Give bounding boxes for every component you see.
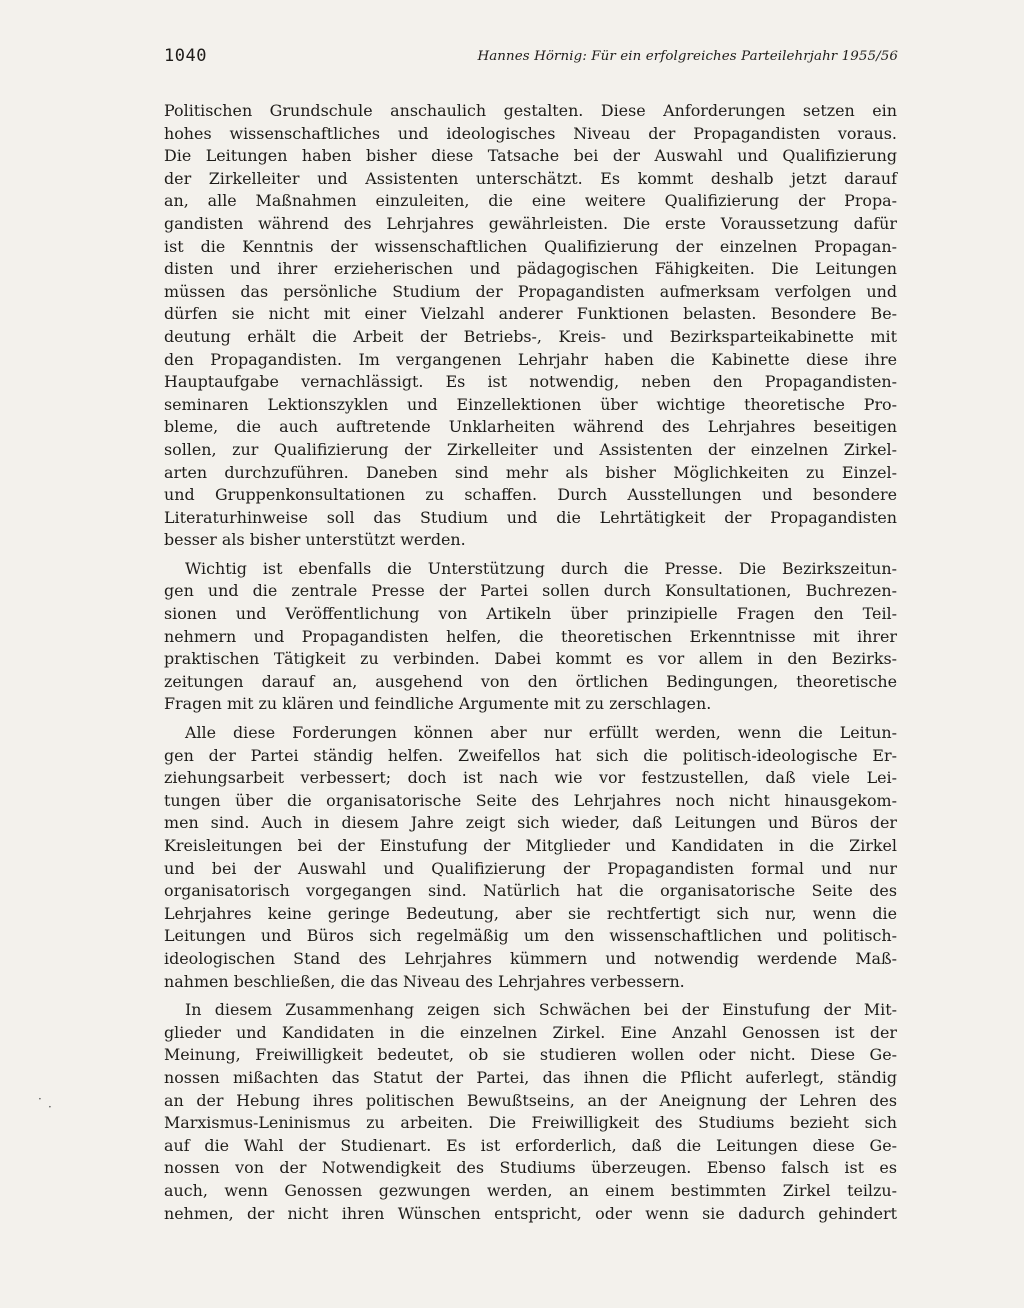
text-line: seminaren Lektionszyklen und Einzellektionen über wichtige theoretische Pro- bbox=[164, 394, 897, 414]
text-line: gen der Partei ständig helfen. Zweifellos hat sich die politisch-ideologische Er- bbox=[164, 745, 897, 765]
text-line: Meinung, Freiwilligkeit bedeutet, ob sie studieren wollen oder nicht. Diese Ge- bbox=[164, 1045, 897, 1065]
text-line: gen und die zentrale Presse der Partei sollen durch Konsultationen, Buchrezen- bbox=[164, 581, 897, 601]
text-line: den Propagandisten. Im vergangenen Lehrjahr haben die Kabinette diese ihre bbox=[164, 349, 897, 369]
margin-speck: · bbox=[48, 1100, 52, 1114]
text-line: ideologischen Stand des Lehrjahres kümmern und notwendig werdende Maß- bbox=[164, 948, 897, 968]
paragraph bbox=[164, 722, 897, 993]
text-line: und bei der Auswahl und Qualifizierung der Propagandisten formal und nur bbox=[164, 858, 897, 878]
text-line: men sind. Auch in diesem Jahre zeigt sich wieder, daß Leitungen und Büros der bbox=[164, 813, 897, 833]
text-line: Leitungen und Büros sich regelmäßig um den wissenschaftlichen und politisch- bbox=[164, 926, 897, 946]
text-line: nossen mißachten das Statut der Partei, das ihnen die Pflicht auferlegt, ständig bbox=[164, 1067, 897, 1087]
running-head: Hannes Hörnig: Für ein erfolgreiches Parteilehrjahr 1955/56 bbox=[477, 49, 898, 64]
text-line: gandisten während des Lehrjahres gewährleisten. Die erste Voraussetzung dafür bbox=[164, 213, 897, 233]
text-line: Literaturhinweise soll das Studium und die Lehrtätigkeit der Propagandisten bbox=[164, 507, 897, 527]
text-line: Fragen mit zu klären und feindliche Argumente mit zu zerschlagen. bbox=[164, 694, 712, 714]
text-line: an der Hebung ihres politischen Bewußtseins, an der Aneignung der Lehren des bbox=[164, 1090, 897, 1110]
text-line: Die Leitungen haben bisher diese Tatsache bei der Auswahl und Qualifizierung bbox=[164, 146, 897, 166]
page-header bbox=[164, 46, 898, 74]
text-line: Alle diese Forderungen können aber nur erfüllt werden, wenn die Leitun- bbox=[185, 723, 897, 743]
text-line: an, alle Maßnahmen einzuleiten, die eine weitere Qualifizierung der Propa- bbox=[164, 191, 897, 211]
text-line: Marxismus-Leninismus zu arbeiten. Die Freiwilligkeit des Studiums bezieht sich bbox=[164, 1113, 897, 1133]
text-line: sionen und Veröffentlichung von Artikeln über prinzipielle Fragen den Teil- bbox=[164, 604, 897, 624]
text-line: Hauptaufgabe vernachlässigt. Es ist notwendig, neben den Propagandisten- bbox=[164, 372, 897, 392]
text-line: Kreisleitungen bei der Einstufung der Mitglieder und Kandidaten in die Zirkel bbox=[164, 836, 897, 855]
paragraph bbox=[164, 999, 897, 1225]
text-line: sollen, zur Qualifizierung der Zirkelleiter und Assistenten der einzelnen Zirkel- bbox=[164, 439, 897, 459]
paragraph bbox=[164, 100, 897, 552]
text-line: deutung erhält die Arbeit der Betriebs-, Kreis- und Bezirksparteikabinette mit bbox=[164, 326, 897, 346]
text-line: glieder und Kandidaten in die einzelnen Zirkel. Eine Anzahl Genossen ist der bbox=[164, 1022, 897, 1042]
text-line: nehmern und Propagandisten helfen, die theoretischen Erkenntnisse mit ihrer bbox=[164, 626, 897, 646]
text-line: Politischen Grundschule anschaulich gestalten. Diese Anforderungen setzen ein bbox=[164, 101, 897, 120]
text-line: ist die Kenntnis der wissenschaftlichen Qualifizierung der einzelnen Propagan- bbox=[164, 236, 897, 256]
text-line: organisatorisch vorgegangen sind. Natürlich hat die organisatorische Seite des bbox=[164, 881, 897, 901]
text-line: müssen das persönliche Studium der Propagandisten aufmerksam verfolgen und bbox=[164, 281, 897, 301]
text-line: auch, wenn Genossen gezwungen werden, an einem bestimmten Zirkel teilzu- bbox=[164, 1180, 897, 1200]
text-line: In diesem Zusammenhang zeigen sich Schwächen bei der Einstufung der Mit- bbox=[185, 1000, 897, 1020]
page-number: 1040 bbox=[164, 46, 207, 66]
text-line: der Zirkelleiter und Assistenten unterschätzt. Es kommt deshalb jetzt darauf bbox=[164, 168, 897, 188]
text-line: und Gruppenkonsultationen zu schaffen. Durch Ausstellungen und besondere bbox=[164, 485, 897, 505]
text-line: nahmen beschließen, die das Niveau des Lehrjahres verbessern. bbox=[164, 971, 685, 991]
text-line: disten und ihrer erzieherischen und pädagogischen Fähigkeiten. Die Leitungen bbox=[164, 259, 897, 279]
text-line: Wichtig ist ebenfalls die Unterstützung durch die Presse. Die Bezirkszeitun- bbox=[185, 558, 897, 578]
text-line: bleme, die auch auftretende Unklarheiten während des Lehrjahres beseitigen bbox=[164, 417, 897, 437]
text-line: nossen von der Notwendigkeit des Studiums überzeugen. Ebenso falsch ist es bbox=[164, 1158, 897, 1178]
text-line: tungen über die organisatorische Seite des Lehrjahres noch nicht hinausgekom- bbox=[164, 790, 897, 810]
paragraph bbox=[164, 558, 897, 716]
text-line: besser als bisher unterstützt werden. bbox=[164, 530, 466, 550]
text-line: hohes wissenschaftliches und ideologisches Niveau der Propagandisten voraus. bbox=[164, 123, 897, 143]
text-line: dürfen sie nicht mit einer Vielzahl anderer Funktionen belasten. Besondere Be- bbox=[164, 304, 897, 324]
text-line: nehmen, der nicht ihren Wünschen entspricht, oder wenn sie dadurch gehindert bbox=[164, 1203, 897, 1223]
text-line: zeitungen darauf an, ausgehend von den örtlichen Bedingungen, theoretische bbox=[164, 671, 897, 691]
text-line: ziehungsarbeit verbessert; doch ist nach wie vor festzustellen, daß viele Lei- bbox=[164, 768, 897, 788]
text-line: arten durchzuführen. Daneben sind mehr als bisher Möglichkeiten zu Einzel- bbox=[164, 462, 897, 482]
body-text bbox=[164, 100, 897, 1225]
text-line: auf die Wahl der Studienart. Es ist erforderlich, daß die Leitungen diese Ge- bbox=[164, 1135, 897, 1155]
margin-speck: · bbox=[38, 1092, 42, 1106]
text-line: praktischen Tätigkeit zu verbinden. Dabei kommt es vor allem in den Bezirks- bbox=[164, 649, 897, 669]
text-line: Lehrjahres keine geringe Bedeutung, aber sie rechtfertigt sich nur, wenn die bbox=[164, 903, 897, 923]
